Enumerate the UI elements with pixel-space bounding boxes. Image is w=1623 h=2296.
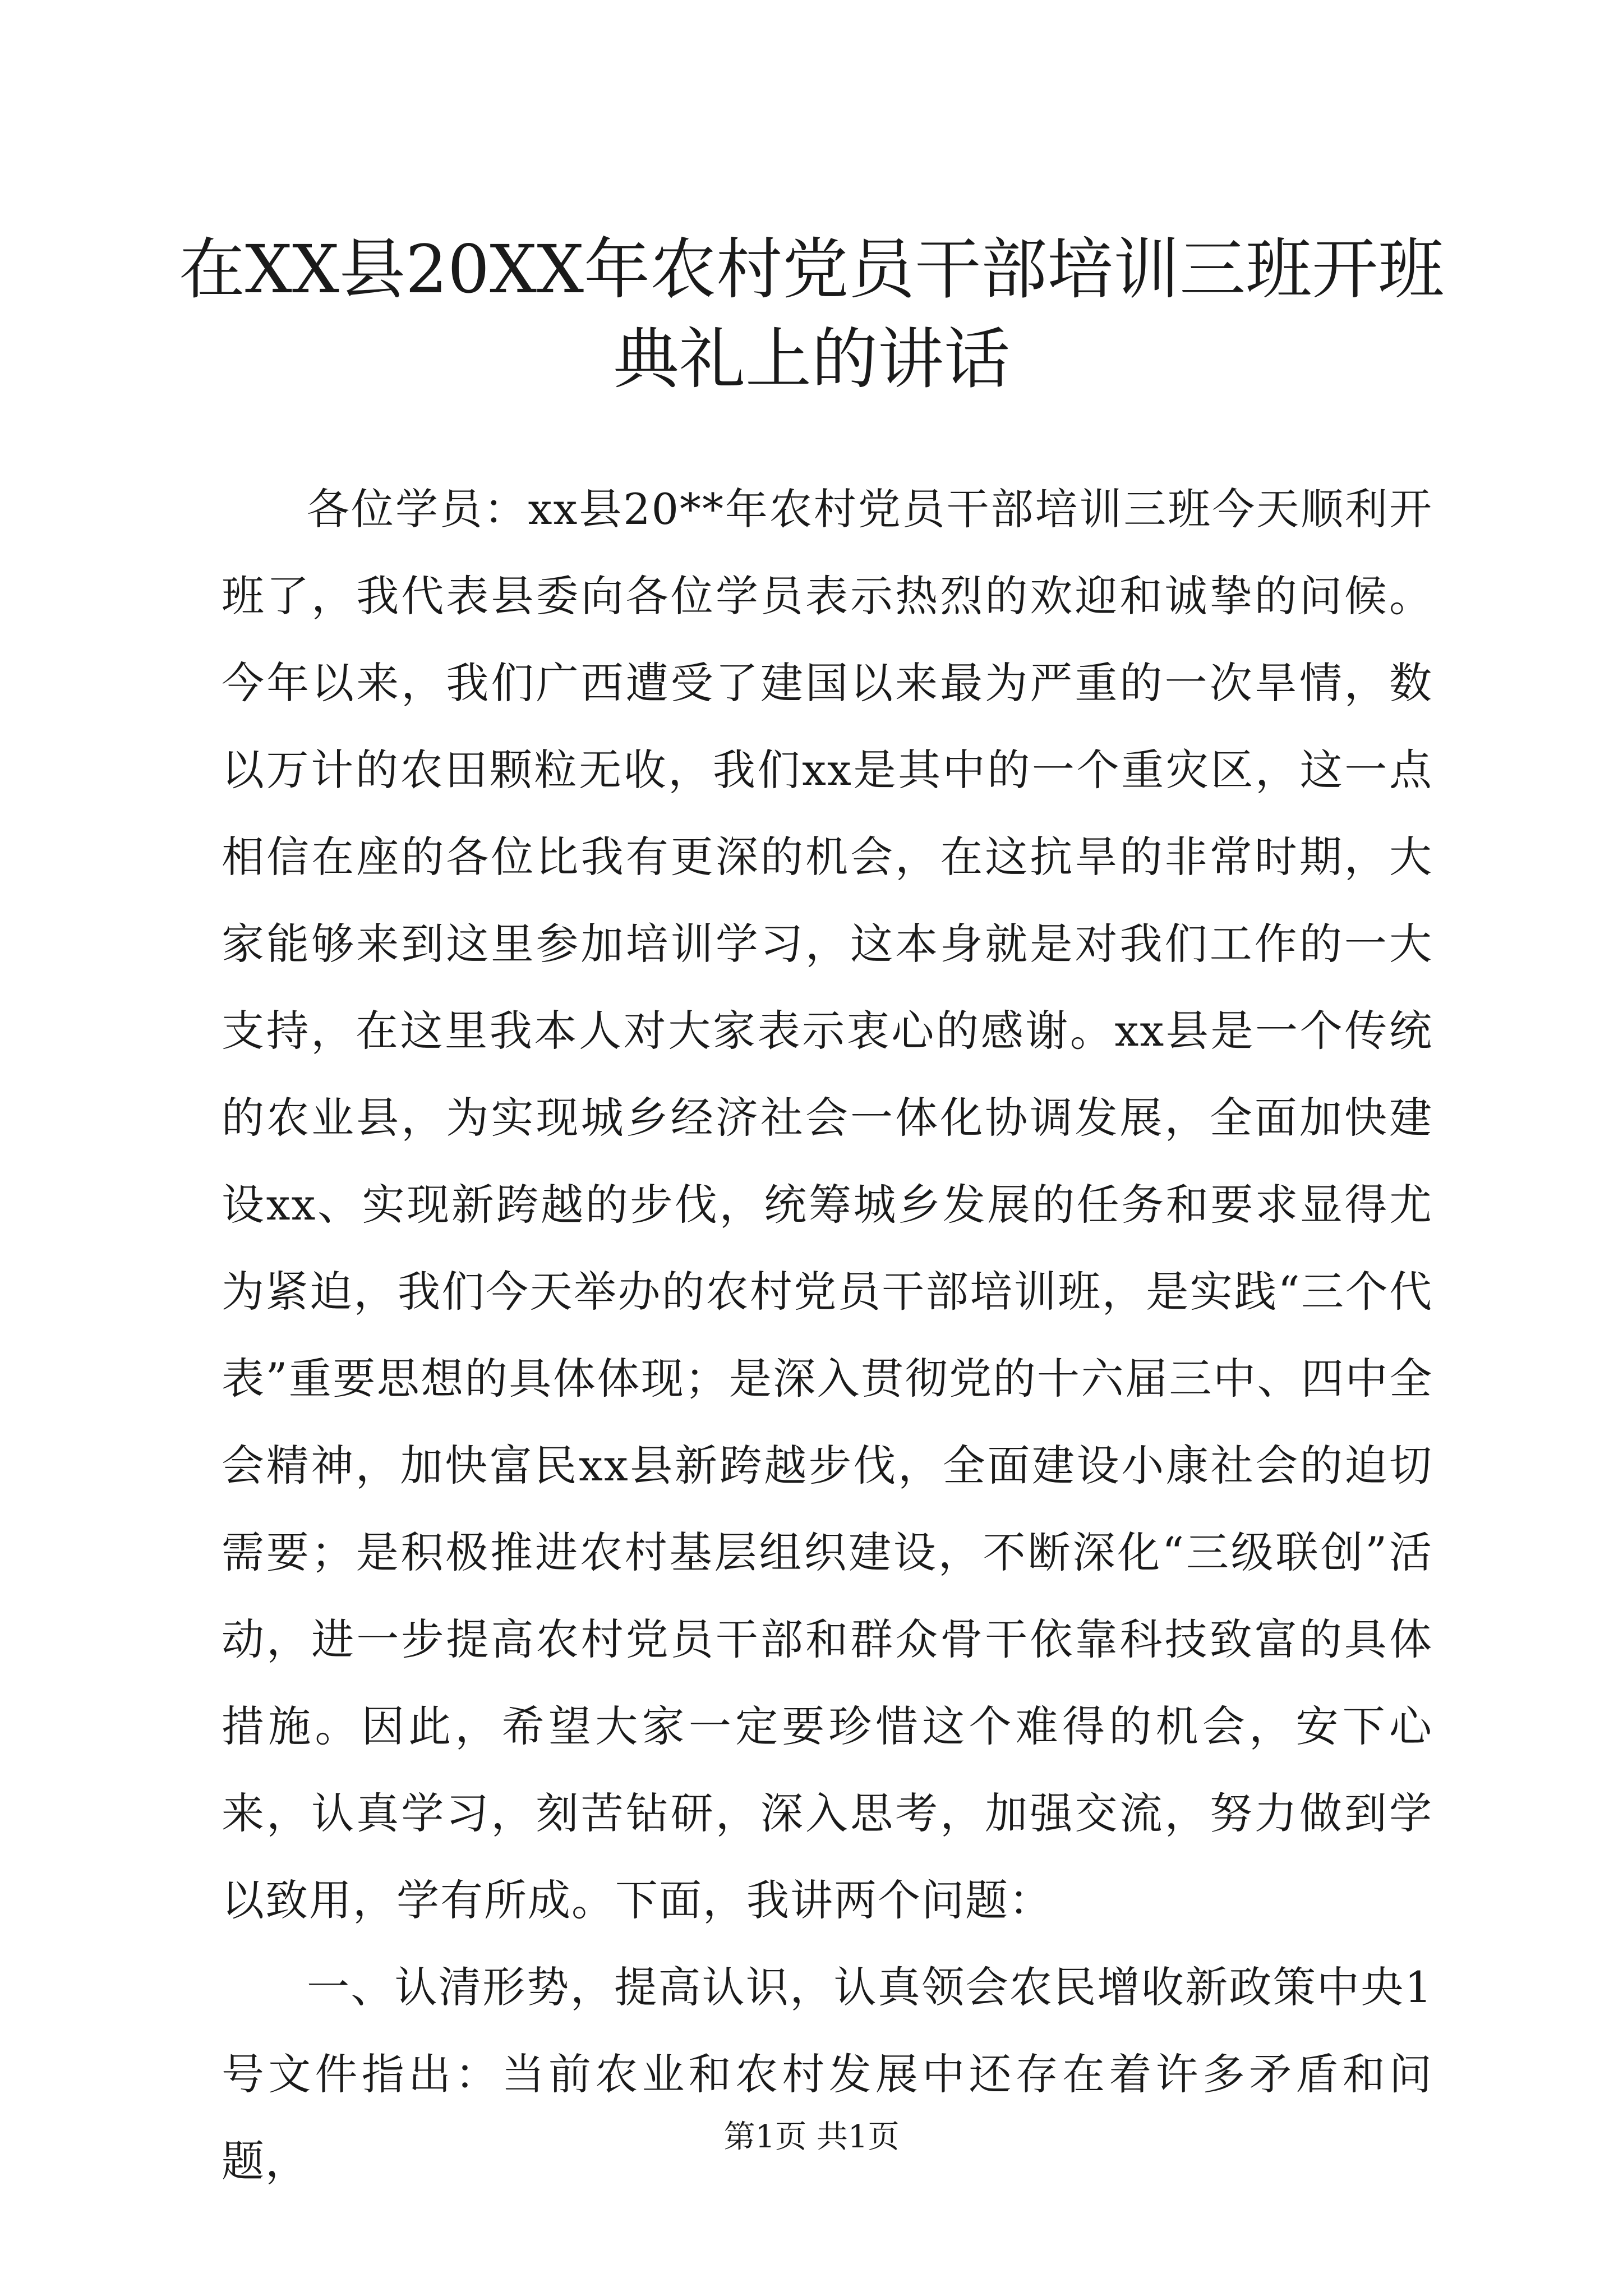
document-body bbox=[222, 466, 1433, 2205]
paragraph-section-one: 一、认清形势，提高认识，认真领会农民增收新政策中央1号文件指出：当前农业和农村发展中还存在着许多矛盾和问题， bbox=[222, 1962, 1433, 2186]
document-title: 在XX县20XX年农村党员干部培训三班开班典礼上的讲话 bbox=[178, 231, 1445, 398]
page-footer: 第1页 共1页 bbox=[723, 2119, 900, 2155]
paragraph-opening: 各位学员：xx县20**年农村党员干部培训三班今天顺利开班了，我代表县委向各位学员表示热烈的欢迎和诚挚的问候。今年以来，我们广西遭受了建国以来最为严重的一次旱情，数以万计的农田颗粒无收，我们xx是其中的一个重灾区，这一点相信在座的各位比我有更深的机会，在这抗旱的非常时期，大家能够来到这里参加培训学习，这本身就是对我们工作的一大支持，在这里我本人对大家表示衷心的感谢。xx县是一个传统的农业县，为实现城乡经济社会一体化协调发展，全面加快建设xx、实现新跨越的步伐，统筹城乡发展的任务和要求显得尤为紧迫，我们今天举办的农村党员干部培训班，是实践“三个代表”重要思想的具体体现；是深入贯彻党的十六届三中、四中全会精神，加快富民xx县新跨越步伐，全面建设小康社会的迫切需要；是积极推进农村基层组织建设，不断深化“三级联创”活动，进一步提高农村党员干部和群众骨干依靠科技致富的具体措施。因此，希望大家一定要珍惜这个难得的机会，安下心来，认真学习，刻苦钻研，深入思考，加强交流，努力做到学以致用，学有所成。下面，我讲两个问题： bbox=[222, 484, 1433, 1925]
